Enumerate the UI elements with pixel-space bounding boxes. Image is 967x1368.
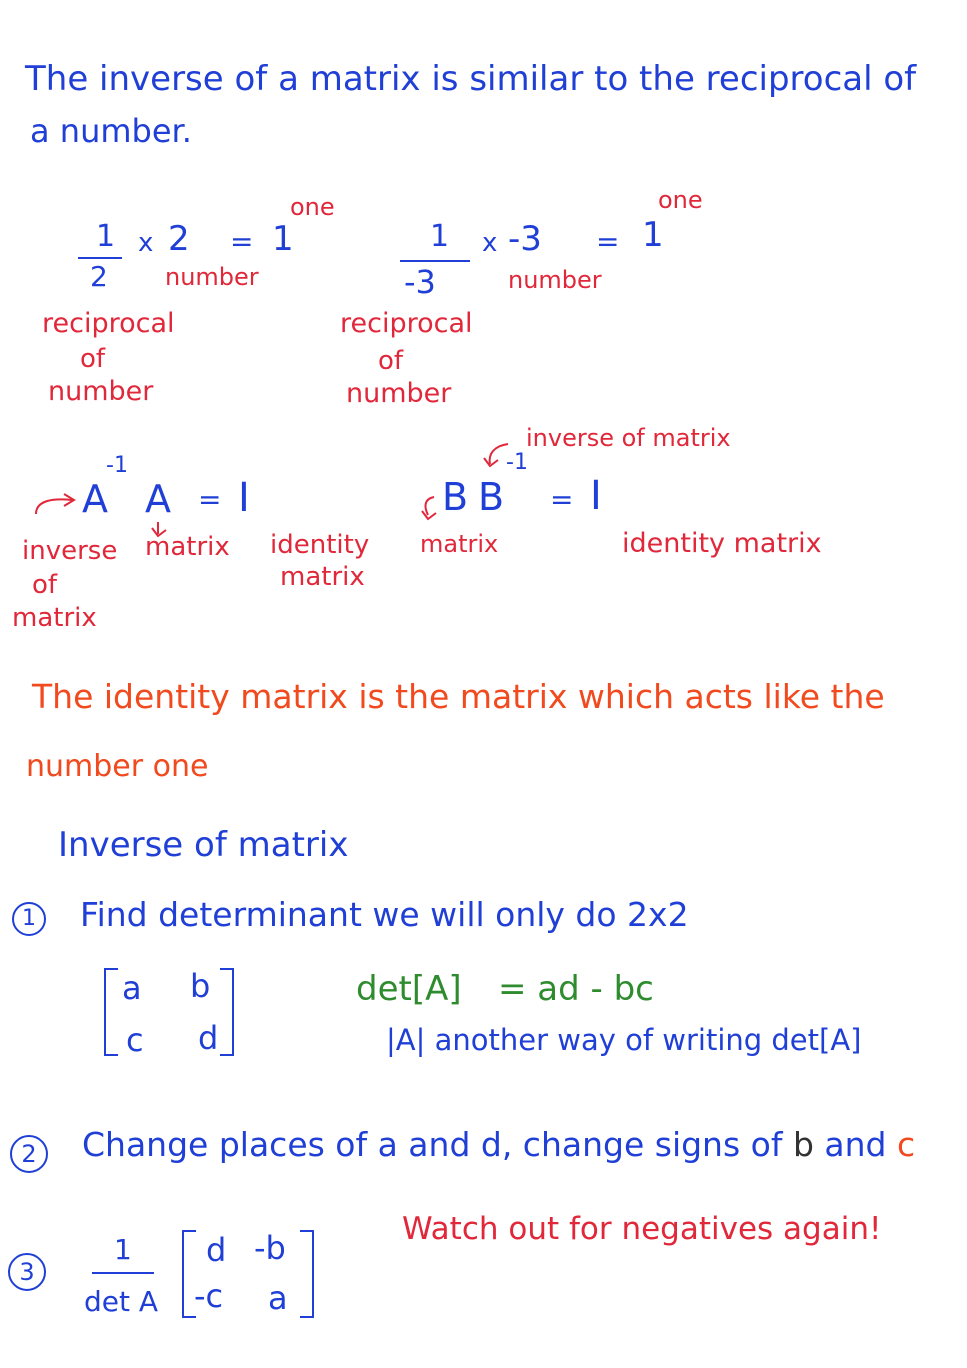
ex1-result: 1 [272, 219, 294, 259]
det-matrix-d: d [198, 1019, 219, 1057]
step-1-text: Find determinant we will only do 2x2 [80, 895, 689, 934]
step-2-number: 2 [21, 1140, 37, 1168]
eq1-A: A [145, 477, 171, 521]
det-matrix-right-bracket [220, 968, 234, 1056]
ex1-equals: = [230, 225, 254, 258]
ex1-one-label: one [290, 193, 335, 221]
identity-note-line-2: number one [26, 749, 209, 784]
intro-line-2: a number. [30, 112, 192, 150]
step-3-numerator: 1 [114, 1233, 132, 1266]
step-3-denominator: det A [84, 1285, 159, 1318]
step-2-text-main: Change places of a and d, change signs of [82, 1125, 793, 1164]
ex1-times: x [138, 228, 154, 258]
eq2-inverse-label: inverse of matrix [526, 424, 731, 452]
ex2-result: 1 [642, 215, 664, 255]
inverse-matrix-a: a [268, 1279, 288, 1317]
ex2-equals: = [596, 225, 620, 258]
eq1-inverse-label-3: matrix [12, 603, 97, 633]
step-3-number: 3 [19, 1258, 35, 1286]
inverse-matrix-neg-b: -b [254, 1229, 286, 1267]
inverse-matrix-d: d [206, 1231, 227, 1269]
ex2-number: -3 [508, 219, 542, 259]
inverse-matrix-right-bracket [300, 1230, 314, 1318]
step-2-text [82, 1125, 916, 1164]
intro-line-1: The inverse of a matrix is similar to the reciprocal of [25, 59, 917, 99]
step-3-fraction-bar [92, 1272, 154, 1274]
eq1-superscript: -1 [106, 453, 128, 478]
step-2-and: and [813, 1125, 897, 1164]
eq2-superscript: -1 [506, 450, 528, 475]
det-matrix-a: a [122, 969, 142, 1007]
eq1-matrix-label: matrix [145, 532, 230, 562]
ex2-denominator: -3 [404, 263, 436, 301]
identity-note-line-1: The identity matrix is the matrix which acts like the [32, 677, 885, 716]
eq2-matrix-label: matrix [420, 530, 499, 558]
ex1-reciprocal-2: of [80, 344, 106, 374]
ex2-numerator: 1 [430, 219, 450, 254]
ex1-numerator: 1 [96, 219, 116, 254]
eq1-identity-label-1: identity [270, 530, 370, 560]
det-formula-lhs: det[A] [356, 969, 462, 1009]
eq1-equals: = [198, 483, 222, 516]
det-matrix-left-bracket [104, 968, 118, 1056]
ex1-reciprocal-1: reciprocal [42, 308, 175, 339]
ex1-fraction-bar [78, 257, 122, 259]
det-matrix-b: b [190, 967, 211, 1005]
step-1-marker [12, 902, 46, 936]
ex1-number-label: number [165, 263, 259, 291]
eq2-I: I [590, 473, 602, 519]
ex2-one-label: one [658, 186, 703, 214]
ex2-fraction-bar [400, 260, 470, 262]
steps-title: Inverse of matrix [58, 825, 349, 865]
step-3-warning: Watch out for negatives again! [402, 1211, 882, 1247]
ex2-reciprocal-2: of [378, 346, 404, 376]
det-formula-rhs: = ad - bc [498, 969, 654, 1009]
step-2-b: b [792, 1125, 814, 1164]
step-2-marker [10, 1135, 48, 1173]
eq1-inverse-A: A [82, 477, 108, 521]
inverse-matrix-neg-c: -c [194, 1277, 224, 1315]
ex2-times: x [482, 228, 498, 258]
eq1-inverse-label-2: of [32, 570, 58, 600]
det-matrix-c: c [126, 1021, 144, 1059]
eq1-identity-label-2: matrix [280, 562, 365, 592]
ex2-reciprocal-1: reciprocal [340, 308, 473, 339]
ex2-number-label: number [508, 266, 602, 294]
eq2-identity-label: identity matrix [622, 528, 822, 559]
eq2-inverse-B: B [478, 475, 505, 519]
eq1-I: I [238, 475, 250, 521]
ex1-number: 2 [168, 219, 190, 259]
ex1-denominator: 2 [90, 260, 108, 293]
ex2-reciprocal-3: number [346, 378, 452, 409]
ex1-reciprocal-3: number [48, 376, 154, 407]
eq1-inverse-label-1: inverse [22, 536, 118, 566]
det-note: |A| another way of writing det[A] [386, 1023, 862, 1057]
step-2-c: c [896, 1125, 916, 1164]
eq2-matrix-arrow-icon [420, 495, 440, 525]
inverse-arrow-icon [32, 488, 82, 518]
eq2-equals: = [550, 483, 574, 516]
step-1-number: 1 [22, 906, 36, 931]
eq2-B: B [442, 475, 469, 519]
step-3-marker [8, 1253, 46, 1291]
